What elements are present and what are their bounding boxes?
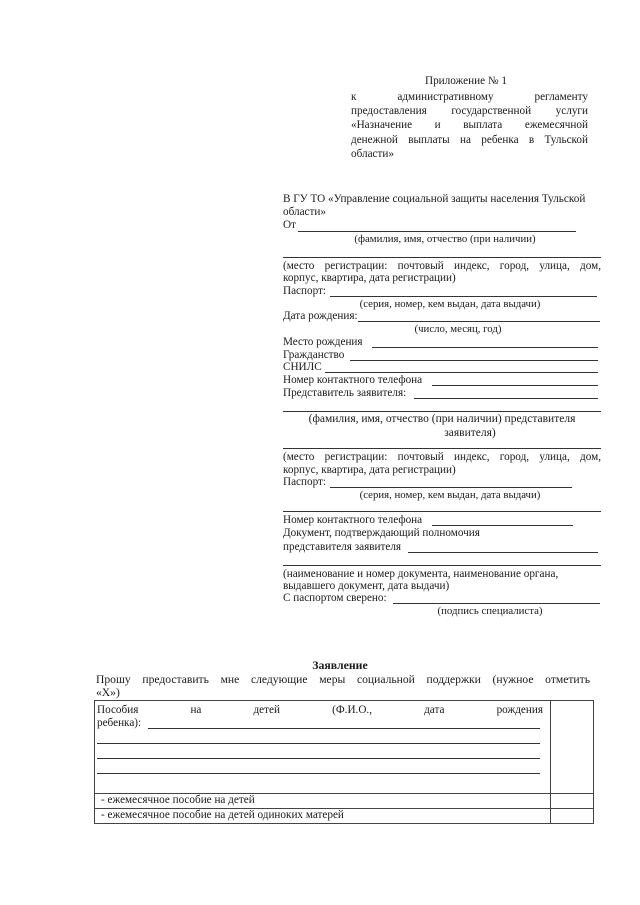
statement-intro-2: «Х») [96,686,120,699]
doc-caption-2: выдавшего документ, дата выдачи) [283,580,450,592]
statement-title: Заявление [312,658,368,672]
annex-title: Приложение № 1 [425,75,507,87]
phone-label: Номер контактного телефона [283,374,423,386]
rep-registration-caption-2: корпус, квартира, дата регистрации) [283,464,456,476]
passport-caption: (серия, номер, кем выдан, дата выдачи) [359,298,541,310]
child-field-1[interactable] [148,728,540,729]
rep-passport-extra-field[interactable] [283,511,601,512]
rep-phone-label: Номер контактного телефона [283,514,423,526]
statement-intro-1: Прошу предоставить мне следующие меры социальной поддержки (нужное отметить [96,673,590,686]
child-field-4[interactable] [97,773,540,774]
benefit-children-label-1: Пособия на детей (Ф.И.О., дата рождения [97,704,543,716]
registration-caption-1: (место регистрации: почтовый индекс, город, улица, дом, [283,260,601,272]
monthly-benefit-cell [95,794,551,809]
annex-line-1: к административному регламенту [351,91,588,103]
birth-place-field[interactable] [372,347,598,348]
doc-label-1: Документ, подтверждающий полномочия [283,527,480,539]
benefit-children-label-2: ребенка): [97,717,142,729]
rep-fio-caption-1: (фамилия, имя, отчество (при наличии) представителя [308,413,576,425]
citizenship-field[interactable] [350,360,598,361]
annex-line-3: «Назначение и выплата ежемесячной [351,119,588,131]
phone-field[interactable] [432,385,598,386]
child-field-2[interactable] [97,743,540,744]
birth-date-caption: (число, месяц, год) [414,323,502,335]
child-field-3[interactable] [97,758,540,759]
doc-caption-1: (наименование и номер документа, наименование органа, [283,568,559,580]
doc-field[interactable] [408,552,598,553]
birth-date-field[interactable] [358,321,600,322]
annex-line-4: денежной выплаты на ребенка в Тульской [351,134,588,146]
rep-passport-caption: (серия, номер, кем выдан, дата выдачи) [359,489,541,501]
rep-passport-label: Паспорт: [283,476,327,488]
single-mother-benefit-cell [95,809,551,824]
snils-field[interactable] [325,372,598,373]
benefit-children-cell [95,701,551,794]
passport-field[interactable] [330,296,597,297]
benefit-children-checkbox[interactable] [551,701,594,794]
table-row [95,701,594,794]
rep-fio-field[interactable] [283,411,601,412]
snils-label: СНИЛС [283,361,322,373]
birth-date-label: Дата рождения: [283,310,358,322]
table-row [95,809,594,824]
monthly-benefit-label: - ежемесячное пособие на детей [101,794,255,806]
recipient-line-2: области» [283,206,326,218]
rep-fio-caption-2: заявителя) [444,427,496,439]
single-mother-benefit-label: - ежемесячное пособие на детей одиноких матерей [101,809,344,821]
from-field[interactable] [298,231,576,232]
signature-field[interactable] [393,603,600,604]
annex-line-5: области» [351,148,394,160]
table-row [95,794,594,809]
rep-registration-caption-1: (место регистрации: почтовый индекс, город, улица, дом, [283,451,601,463]
support-measures-table [94,700,594,824]
signature-caption: (подпись специалиста) [437,605,543,617]
doc-label-2: представителя заявителя [283,541,402,553]
from-label: От [283,219,296,231]
passport-label: Паспорт: [283,285,327,297]
birth-place-label: Место рождения [283,336,363,348]
doc-extra-field[interactable] [283,565,601,566]
representative-label: Представитель заявителя: [283,387,407,399]
single-mother-benefit-checkbox[interactable] [551,809,594,824]
recipient-line-1: В ГУ ТО «Управление социальной защиты населения Тульской [283,193,586,205]
registration-field[interactable] [283,257,601,258]
annex-line-2: предоставления государственной услуги [351,105,588,117]
fio-caption: (фамилия, имя, отчество (при наличии) [354,233,536,245]
citizenship-label: Гражданство [283,349,345,361]
representative-field[interactable] [414,398,598,399]
registration-caption-2: корпус, квартира, дата регистрации) [283,272,456,284]
rep-registration-field[interactable] [283,448,601,449]
rep-passport-field[interactable] [330,487,572,488]
rep-phone-field[interactable] [432,525,573,526]
monthly-benefit-checkbox[interactable] [551,794,594,809]
verified-label: С паспортом сверено: [283,592,387,604]
